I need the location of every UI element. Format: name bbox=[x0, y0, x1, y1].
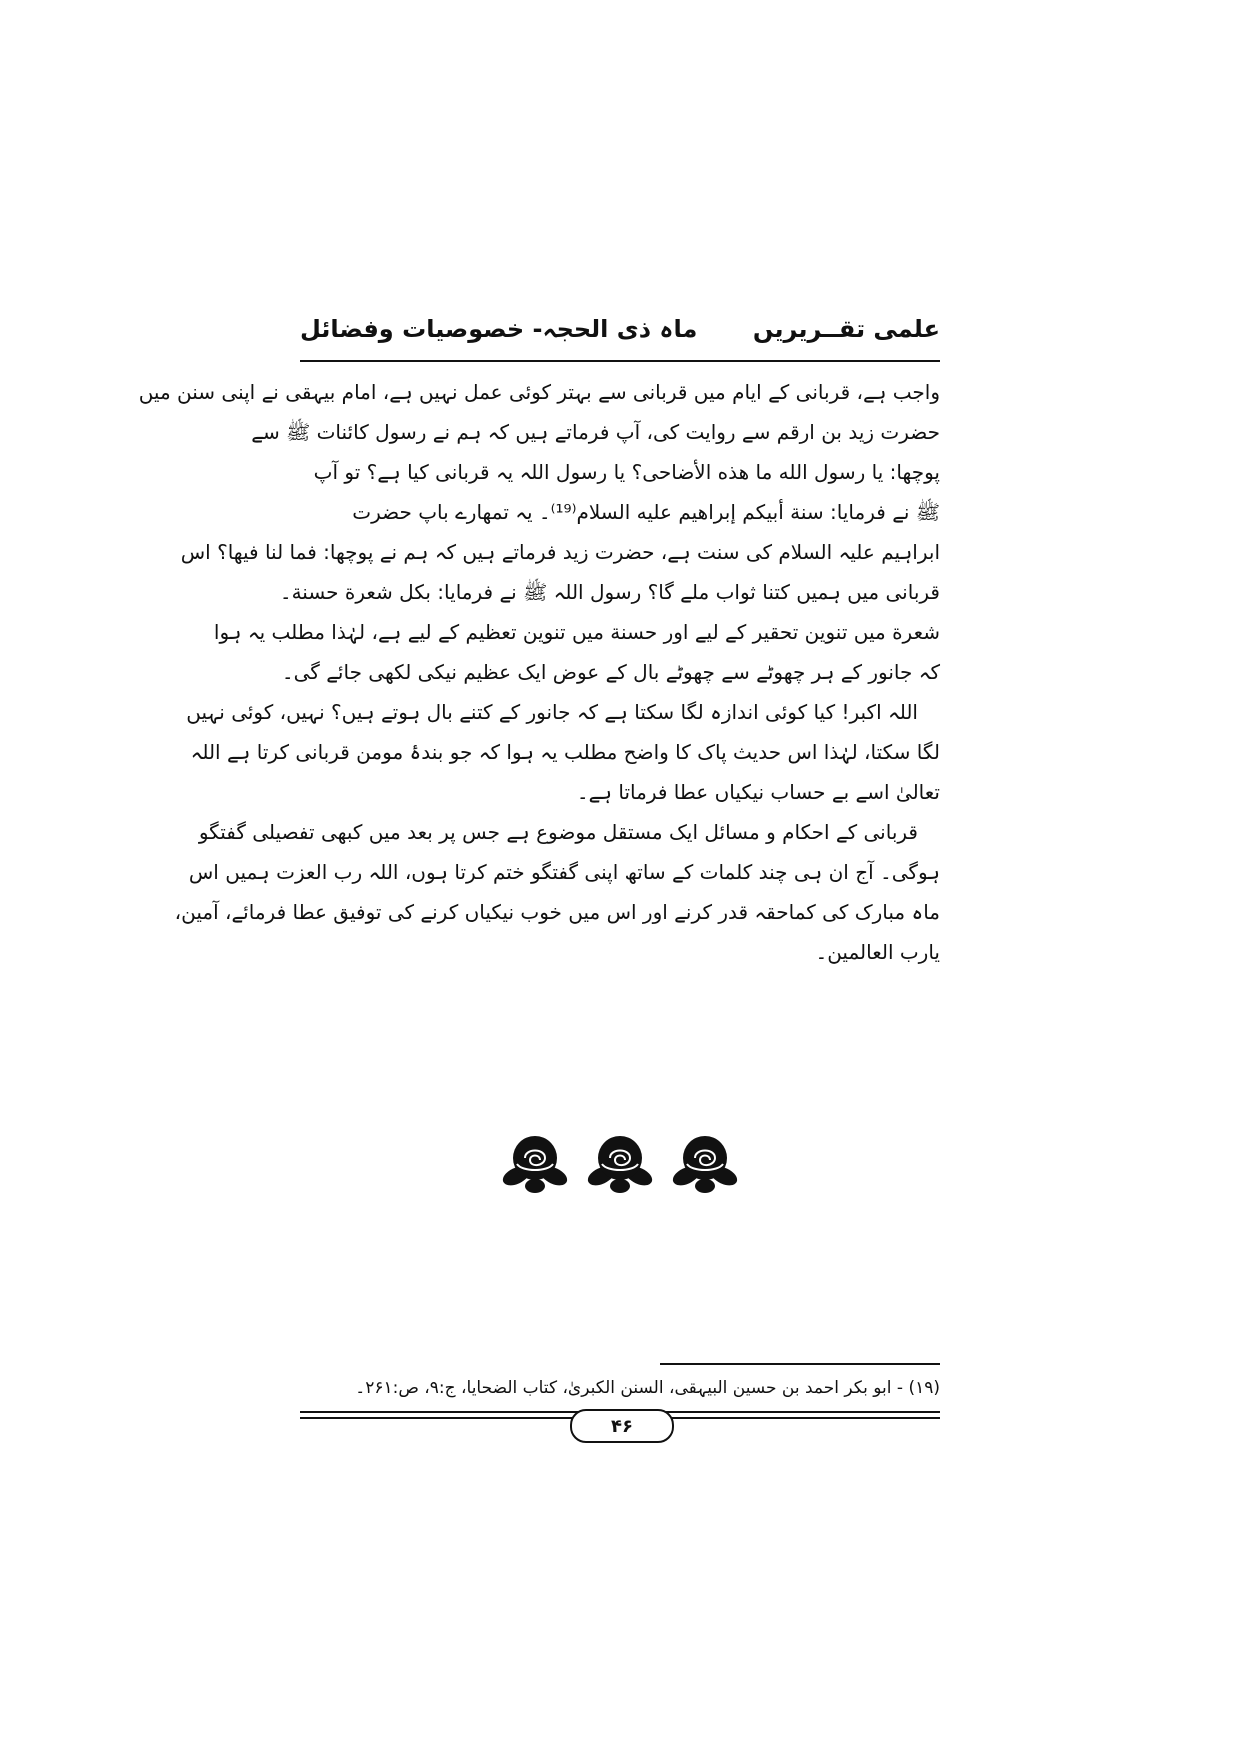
text-line: ابراہیم علیہ السلام کی سنت ہے، حضرت زید فرماتے ہیں کہ ہم نے پوچھا: فما لنا فیها؟ اس bbox=[180, 540, 940, 564]
text-line: لگا سکتا، لہٰذا اس حدیث پاک کا واضح مطلب یہ ہوا کہ جو بندۂ مومن قربانی کرتا ہے اللہ bbox=[190, 740, 940, 764]
text-line: پوچھا: یا رسول الله ما هذه الأضاحی؟ یا رسول اللہ یہ قربانی کیا ہے؟ تو آپ bbox=[313, 460, 940, 484]
page-number: ۴۶ bbox=[611, 1415, 633, 1437]
text-line: یارب العالمین۔ bbox=[815, 940, 940, 964]
text-line: کہ جانور کے ہر چھوٹے سے چھوٹے بال کے عوض ایک عظیم نیکی لکھی جائے گی۔ bbox=[281, 660, 940, 684]
header-divider bbox=[300, 360, 940, 362]
text-line: واجب ہے، قربانی کے ایام میں قربانی سے بہتر کوئی عمل نہیں ہے، امام بیہقی نے اپنی سنن میں bbox=[138, 380, 940, 404]
book-title: علمی تقــریریں bbox=[752, 315, 940, 343]
footnote: (۱۹) - ابو بکر احمد بن حسین البیہقی، السنن الکبریٰ، کتاب الضحایا، ج:۹، ص:۲۶۱۔ bbox=[355, 1378, 940, 1398]
body-text bbox=[138, 372, 940, 972]
text-line: تعالیٰ اسے بے حساب نیکیاں عطا فرماتا ہے۔ bbox=[576, 780, 940, 804]
footnote-divider bbox=[660, 1363, 940, 1365]
rose-ornament bbox=[500, 1128, 740, 1208]
text-line: حضرت زید بن ارقم سے روایت کی، آپ فرماتے ہیں کہ ہم نے رسول کائنات ﷺ سے bbox=[251, 420, 940, 444]
text-line: ہوگی۔ آج ان ہی چند کلمات کے ساتھ اپنی گفتگو ختم کرتا ہوں، اللہ رب العزت ہمیں اس bbox=[188, 860, 940, 884]
text-line: شعرة میں تنوین تحقیر کے لیے اور حسنة میں تنوین تعظیم کے لیے ہے، لہٰذا مطلب یہ ہوا bbox=[213, 620, 940, 644]
text-line: ﷺ نے فرمایا: سنة أبیكم إبراهیم علیه السلام⁽¹⁹⁾۔ یہ تمھارے باپ حضرت bbox=[352, 500, 940, 524]
page-header bbox=[300, 315, 940, 355]
text-line: قربانی کے احکام و مسائل ایک مستقل موضوع ہے جس پر بعد میں کبھی تفصیلی گفتگو bbox=[198, 820, 918, 844]
page-number-frame bbox=[570, 1409, 674, 1443]
rose-icon bbox=[670, 1128, 740, 1198]
text-line: ماہ مبارک کی کماحقہ قدر کرنے اور اس میں خوب نیکیاں کرنے کی توفیق عطا فرمائے، آمین، bbox=[174, 900, 940, 924]
rose-icon bbox=[500, 1128, 570, 1198]
text-line: اللہ اکبر! کیا کوئی اندازہ لگا سکتا ہے کہ جانور کے کتنے بال ہوتے ہیں؟ نہیں، کوئی نہیں bbox=[186, 700, 918, 724]
rose-icon bbox=[585, 1128, 655, 1198]
chapter-title: ماہ ذی الحجہ- خصوصیات وفضائل bbox=[300, 315, 698, 343]
text-line: قربانی میں ہمیں کتنا ثواب ملے گا؟ رسول اللہ ﷺ نے فرمایا: بكل شعرة حسنة۔ bbox=[279, 580, 940, 604]
